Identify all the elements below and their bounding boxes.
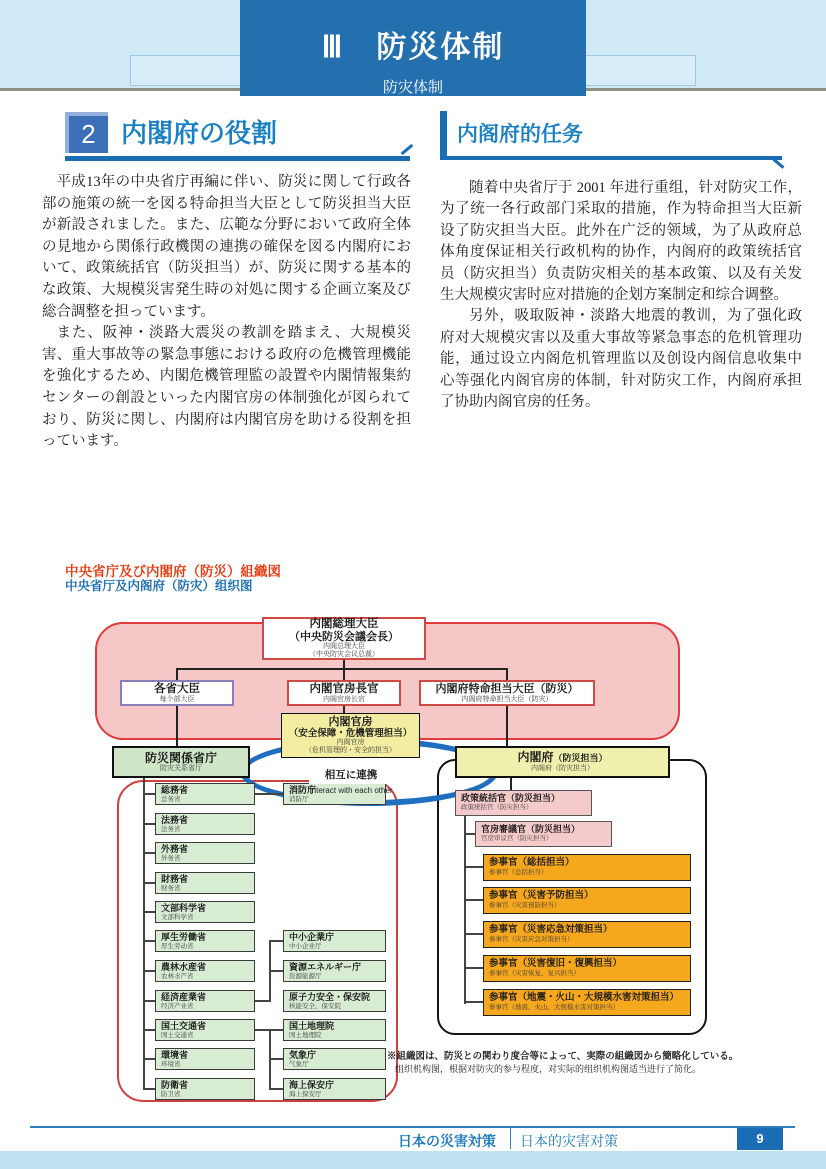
- node-label-jp-sub: （防災担当）: [553, 753, 608, 763]
- section-underline-jp: [65, 156, 410, 161]
- agency-cn: 海上保安厅: [289, 1090, 322, 1098]
- node-ministry: [155, 960, 255, 982]
- node-agency: [283, 960, 386, 982]
- agency-cn: 核能安全、保安院: [289, 1002, 341, 1010]
- node-label-cn: （危机管理的・安全的担当）: [305, 747, 396, 754]
- connector-line: [269, 1029, 271, 1090]
- node-agency: [283, 930, 386, 952]
- footer-title-jp: 日本の災害対策: [398, 1133, 496, 1149]
- node-counselor: [483, 989, 691, 1016]
- node-cabinet-secretariat: [281, 713, 420, 758]
- chart-title-cn: 中央省厅及内阁府（防灾）组织图: [65, 579, 253, 593]
- node-label-cn: 防灾关系省厅: [160, 764, 202, 772]
- node-label-jp: 参事官（災害予防担当）: [489, 890, 594, 901]
- section-underline-tail-jp: [401, 144, 414, 155]
- node-label-jp: 内閣総理大臣: [309, 618, 379, 630]
- ministry-cn: 文部科学省: [161, 913, 194, 921]
- connector-line: [464, 866, 483, 868]
- connector-line: [506, 705, 508, 746]
- connector-line: [269, 970, 283, 972]
- ministry-cn: 农林水产省: [161, 972, 194, 980]
- jp-paragraph: また、阪神・淡路大震災の教訓を踏まえ、大規模災害、重大事故等の緊急事態における政府の危機管理機能を強化するため、内閣危機管理監の設置や内閣情報集約センターの創設といった内閣官房の体制強化が図られており、防災に関し、内閣府は内閣官房を助ける役割を担っています。: [42, 325, 411, 450]
- connector-line: [143, 1088, 155, 1090]
- node-label-jp: [457, 751, 668, 765]
- node-label-jp-main: 内閣府: [517, 750, 554, 764]
- connector-line: [143, 778, 145, 1090]
- node-ministry: [155, 930, 255, 952]
- body-text-cn: [440, 178, 802, 413]
- connector-line: [464, 833, 475, 835]
- section-title-cn: 内阁府的任务: [457, 123, 583, 146]
- node-prime-minister: [262, 617, 426, 660]
- section-number-box: 2: [65, 112, 108, 153]
- cn-paragraph: 随着中央省厅于 2001 年进行重组，针对防灾工作，为了统一各行政部门采取的措施，作为特命担当大臣新设了防灾担当大臣。此外在广泛的领域，为了从政府总体角度保证相关行政机构的协作，内阁府的政策统括官员（防灾担当）负责防灾相关的基本政策、以及有关发生大规模灾害时应对措施的企划方案制定和综合调整。: [440, 180, 802, 304]
- node-label-cn: 内阁府特命担当大臣（防灾）: [461, 695, 553, 703]
- node-ministry: [155, 1048, 255, 1070]
- ministry-cn: 总务省: [161, 795, 181, 803]
- ministry-jp: 外務省: [161, 844, 189, 854]
- ministry-jp: 環境省: [161, 1050, 189, 1060]
- agency-cn: 国土地理院: [289, 1031, 322, 1039]
- connector-line: [143, 852, 155, 854]
- node-label-cn: 官房审议官（防灾担当）: [481, 834, 553, 842]
- connector-line: [506, 668, 508, 680]
- connector-line: [176, 668, 178, 680]
- footnote-jp: ※組織図は、防災との関わり度合等によって、実際の組織図から簡略化している。: [387, 1051, 739, 1062]
- ministry-jp: 経済産業省: [161, 992, 207, 1002]
- page-number: 9: [737, 1128, 783, 1150]
- node-ministry: [155, 1019, 255, 1041]
- node-label-cn: 参事官（灾害预防担当）: [489, 901, 561, 909]
- header-right-tab: [584, 55, 696, 86]
- connector-line: [143, 940, 155, 942]
- node-ministry: [155, 1078, 255, 1100]
- node-label-cn: 内阁总理大臣: [323, 643, 365, 650]
- agency-cn: 消防厅: [289, 795, 309, 803]
- ministry-jp: 総務省: [161, 785, 189, 795]
- mutual-cooperation-label: 相互に連携: [309, 765, 393, 784]
- node-ministry: [155, 842, 255, 864]
- ministry-cn: 环境省: [161, 1060, 181, 1068]
- connector-line: [464, 967, 483, 969]
- node-label-cn: 参事官（地震、火山、大规模水害对策担当）: [489, 1003, 619, 1011]
- node-label-jp: 参事官（災害応急対策担当）: [489, 924, 613, 935]
- node-ministry: [155, 813, 255, 835]
- node-agency: [283, 1019, 386, 1041]
- ministry-cn: 财务省: [161, 884, 181, 892]
- footnote-cn: 组织机构图，根据对防灾的参与程度，对实际的组织机构图适当进行了简化。: [395, 1064, 702, 1074]
- mutual-cooperation-label-en: Interact with each other: [309, 786, 393, 795]
- header-disaster-ministries: [112, 746, 250, 778]
- agency-jp: 原子力安全・保安院: [289, 992, 371, 1002]
- ministry-jp: 防衛省: [161, 1080, 189, 1090]
- connector-line: [255, 1000, 270, 1002]
- node-label-jp: 参事官（地震・火山・大規模水害対策担当）: [489, 992, 680, 1003]
- node-label-cn: 参事官（灾害恢复、复兴担当）: [489, 969, 580, 977]
- agency-jp: 中小企業庁: [289, 932, 335, 942]
- node-minister-of-state-disaster: [419, 680, 595, 706]
- node-ministers: [120, 680, 234, 706]
- agency-jp: 気象庁: [289, 1050, 317, 1060]
- chart-title-jp: 中央省庁及び内閣府（防災）組織図: [65, 564, 281, 579]
- connector-line: [464, 899, 483, 901]
- agency-cn: 资源能源厅: [289, 972, 322, 980]
- connector-line: [176, 705, 178, 746]
- ministry-cn: 国土交通省: [161, 1031, 194, 1039]
- ministry-jp: 国土交通省: [161, 1021, 207, 1031]
- connector-line: [143, 793, 155, 795]
- connector-line: [269, 1058, 283, 1060]
- ministry-cn: 厚生劳动省: [161, 942, 194, 950]
- node-label-jp: 内閣府特命担当大臣（防災）: [435, 682, 579, 695]
- chapter-title-cn: 防灾体制: [382, 79, 443, 96]
- node-label-jp: （安全保障・危機管理担当）: [288, 728, 413, 739]
- node-label-jp: （中央防災会議会長）: [289, 631, 399, 643]
- node-label-cn: 内阁府（防灾担当）: [531, 765, 594, 772]
- ministry-jp: 財務省: [161, 874, 189, 884]
- node-label-cn: 内阁官房: [336, 739, 365, 746]
- body-text-jp: [42, 172, 411, 453]
- header-cabinet-office: [455, 746, 670, 778]
- footer-strip: [0, 1151, 826, 1169]
- agency-jp: 消防庁: [289, 785, 317, 795]
- node-ministry: [155, 872, 255, 894]
- agency-jp: 海上保安庁: [289, 1080, 335, 1090]
- chapter-number: Ⅲ: [321, 31, 345, 64]
- node-label-jp: 防災関係省庁: [144, 750, 217, 765]
- connector-line: [143, 823, 155, 825]
- ministry-cn: 经济产业省: [161, 1002, 194, 1010]
- section-bar-cn: [440, 111, 447, 159]
- node-label-jp: 各省大臣: [154, 682, 200, 695]
- footer-rule: [30, 1126, 795, 1128]
- node-label-cn: 内阁官房长官: [323, 695, 365, 703]
- agency-jp: 国土地理院: [289, 1021, 335, 1031]
- connector-line: [464, 1001, 483, 1003]
- node-counselor: [483, 887, 691, 914]
- agency-cn: 中小企业厅: [289, 942, 322, 950]
- connector-line: [143, 1058, 155, 1060]
- ministry-jp: 文部科学省: [161, 903, 207, 913]
- node-agency: [283, 1078, 386, 1100]
- node-label-cn: 每个部大臣: [159, 695, 195, 703]
- node-label-cn: （中央防灾会议总裁）: [309, 651, 379, 658]
- connector-line: [143, 970, 155, 972]
- ministry-cn: 外务省: [161, 854, 181, 862]
- section-underline-cn: [440, 156, 782, 160]
- cn-paragraph: 另外，吸取阪神・淡路大地震的教训，为了强化政府对大规模灾害以及重大事故等紧急事态的危机管理功能，通过设立内阁危机管理监以及创设内阁信息收集中心等强化内阁官房的体制，针对防灾工作，内阁府承担了协助内阁官房的任务。: [440, 308, 802, 411]
- connector-line: [269, 940, 283, 942]
- chapter-title-jp: 防災体制: [376, 31, 505, 64]
- node-label-jp: 内閣官房: [328, 716, 373, 728]
- connector-line: [343, 668, 345, 680]
- node-label-jp: 参事官（災害復旧・復興担当）: [489, 958, 623, 969]
- node-counselor: [483, 921, 691, 948]
- node-counselor: [483, 854, 691, 881]
- node-chief-cabinet-secretary: [287, 680, 401, 706]
- node-label-cn: 参事官（灾害应急对策担当）: [489, 935, 574, 943]
- section-title-jp: 内閣府の役割: [121, 118, 278, 148]
- node-label-jp: 参事官（総括担当）: [489, 857, 575, 868]
- node-ministry: [155, 783, 255, 805]
- node-agency: [283, 990, 386, 1012]
- connector-line: [255, 793, 283, 795]
- footer-title-cn: 日本的灾害对策: [520, 1133, 618, 1149]
- header-left-tab: [130, 55, 242, 86]
- connector-line: [143, 882, 155, 884]
- connector-line: [464, 816, 466, 1004]
- connector-line: [464, 933, 483, 935]
- node-label-cn: 参事官（总括担当）: [489, 868, 548, 876]
- node-deputy-director-general: [475, 821, 612, 847]
- footer-divider: [510, 1128, 511, 1149]
- connector-line: [143, 1000, 155, 1002]
- chapter-banner: [240, 0, 586, 96]
- node-ministry: [155, 990, 255, 1012]
- node-director-general: [455, 790, 592, 816]
- node-ministry: [155, 901, 255, 923]
- node-label-cn: 政策统括官（防灾担当）: [461, 803, 533, 811]
- ministry-jp: 農林水産省: [161, 962, 207, 972]
- connector-line: [143, 911, 155, 913]
- connector-line: [269, 1088, 283, 1090]
- ministry-jp: 厚生労働省: [161, 932, 207, 942]
- chart-footnote: [387, 1050, 807, 1075]
- connector-line: [143, 1029, 155, 1031]
- agency-jp: 資源エネルギー庁: [289, 962, 362, 972]
- agency-cn: 气象厅: [289, 1060, 309, 1068]
- ministry-cn: 法务省: [161, 825, 181, 833]
- node-label-jp: 内閣官房長官: [309, 682, 379, 695]
- node-counselor: [483, 955, 691, 982]
- jp-paragraph: 平成13年の中央省庁再編に伴い、防災に関して行政各部の施策の統一を図る特命担当大臣として防災担当大臣が新設されました。また、広範な分野において政府全体の見地から関係行政機関の連携の確保を図る内閣府において、政策統括官（防災担当）が、防災に関する基本的な政策、大規模災害発生時の対処に関する企画立案及び総合調整を担っています。: [42, 174, 411, 320]
- node-agency: [283, 1048, 386, 1070]
- node-label-jp: 政策統括官（防災担当）: [461, 793, 561, 803]
- ministry-cn: 防卫省: [161, 1090, 181, 1098]
- ministry-jp: 法務省: [161, 815, 189, 825]
- chapter-title: [240, 22, 586, 66]
- node-label-jp: 官房審議官（防災担当）: [481, 824, 581, 834]
